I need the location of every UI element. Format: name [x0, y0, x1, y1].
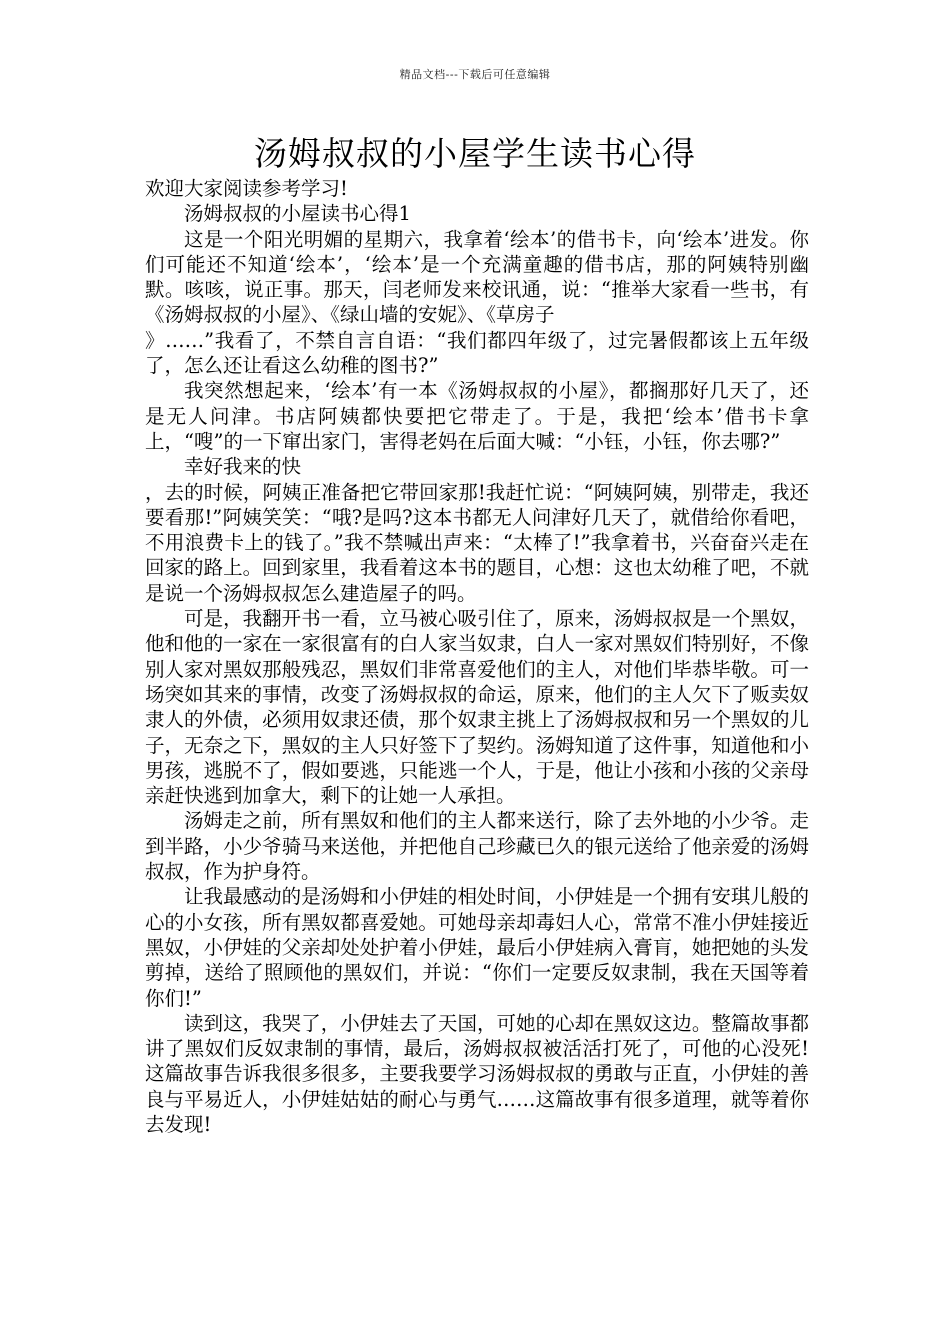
greeting-line: 欢迎大家阅读参考学习! — [145, 177, 348, 200]
paragraph: 让我最感动的是汤姆和小伊娃的相处时间，小伊娃是一个拥有安琪儿般的心的小女孩，所有黑奴都喜爱她。可她母亲却毒妇人心，常常不准小伊娃接近黑奴，小伊娃的父亲却处处护着小伊娃，最后小伊娃病入膏肓，她把她的头发剪掉，送给了照顾他的黑奴们，并说：“你们一定要反奴隶制，我在天国等着你们!” — [145, 885, 809, 1010]
document-title: 汤姆叔叔的小屋学生读书心得 — [254, 134, 696, 173]
section-heading: 汤姆叔叔的小屋读书心得1 — [184, 202, 411, 226]
paragraph: 可是，我翻开书一看，立马被心吸引住了，原来，汤姆叔叔是一个黑奴，他和他的一家在一家很富有的白人家当奴隶，白人一家对黑奴们特别好，不像别人家对黑奴那般残忍，黑奴们非常喜爱他们的主人，对他们毕恭毕敬。可一场突如其来的事情，改变了汤姆叔叔的命运，原来，他们的主人欠下了贩卖奴隶人的外债，必须用奴隶还债，那个奴隶主挑上了汤姆叔叔和另一个黑奴的儿子，无奈之下，黑奴的主人只好签下了契约。汤姆知道了这件事，知道他和小男孩，逃脱不了，假如要逃，只能逃一个人，于是，他让小孩和小孩的父亲母亲赶快逃到加拿大，剩下的让她一人承担。 — [145, 607, 809, 808]
paragraph: 读到这，我哭了，小伊娃去了天国，可她的心却在黑奴这边。整篇故事都讲了黑奴们反奴隶制的事情，最后，汤姆叔叔被活活打死了，可他的心没死!这篇故事告诉我很多很多，主要我要学习汤姆叔叔的勇敢与正直，小伊娃的善良与平易近人，小伊娃姑姑的耐心与勇气……这篇故事有很多道理，就等着你去发现! — [145, 1011, 809, 1136]
paragraph: 》……”我看了，不禁自言自语：“我们都四年级了，过完暑假都该上五年级了，怎么还让看这么幼稚的图书?” — [145, 328, 809, 378]
paragraph: 这是一个阳光明媚的星期六，我拿着‘绘本’的借书卡，向‘绘本’进发。你们可能还不知道‘绘本’，‘绘本’是一个充满童趣的借书店，那的阿姨特别幽默。咳咳，说正事。那天，闫老师发来校讯通，说：“推举大家看一些书，有《汤姆叔叔的小屋》、《绿山墙的安妮》、《草房子 — [145, 227, 809, 327]
header-watermark: 精品文档---下载后可任意编辑 — [399, 68, 551, 81]
paragraph: 汤姆走之前，所有黑奴和他们的主人都来送行，除了去外地的小少爷。走到半路，小少爷骑马来送他，并把他自己珍藏已久的银元送给了他亲爱的汤姆叔叔，作为护身符。 — [145, 809, 809, 884]
paragraph: ，去的时候，阿姨正准备把它带回家那!我赶忙说：“阿姨阿姨，别带走，我还要看那!”阿姨笑笑：“哦?是吗?这本书都无人问津好几天了，就借给你看吧，不用浪费卡上的钱了。”我不禁喊出声来：“太棒了!”我拿着书，兴奋奋兴走在回家的路上。回到家里，我看着这本书的题目，心想：这也太幼稚了吧，不就是说一个汤姆叔叔怎么建造屋子的吗。 — [145, 480, 809, 605]
document-body — [145, 176, 809, 1137]
paragraph: 我突然想起来，‘绘本’有一本《汤姆叔叔的小屋》，都搁那好几天了，还是无人问津。书店阿姨都快要把它带走了。于是，我把‘绘本’借书卡拿上，“嗖”的一下窜出家门，害得老妈在后面大喊：“小钰，小钰，你去哪?” — [145, 379, 809, 453]
paragraph: 幸好我来的快 — [184, 455, 302, 479]
